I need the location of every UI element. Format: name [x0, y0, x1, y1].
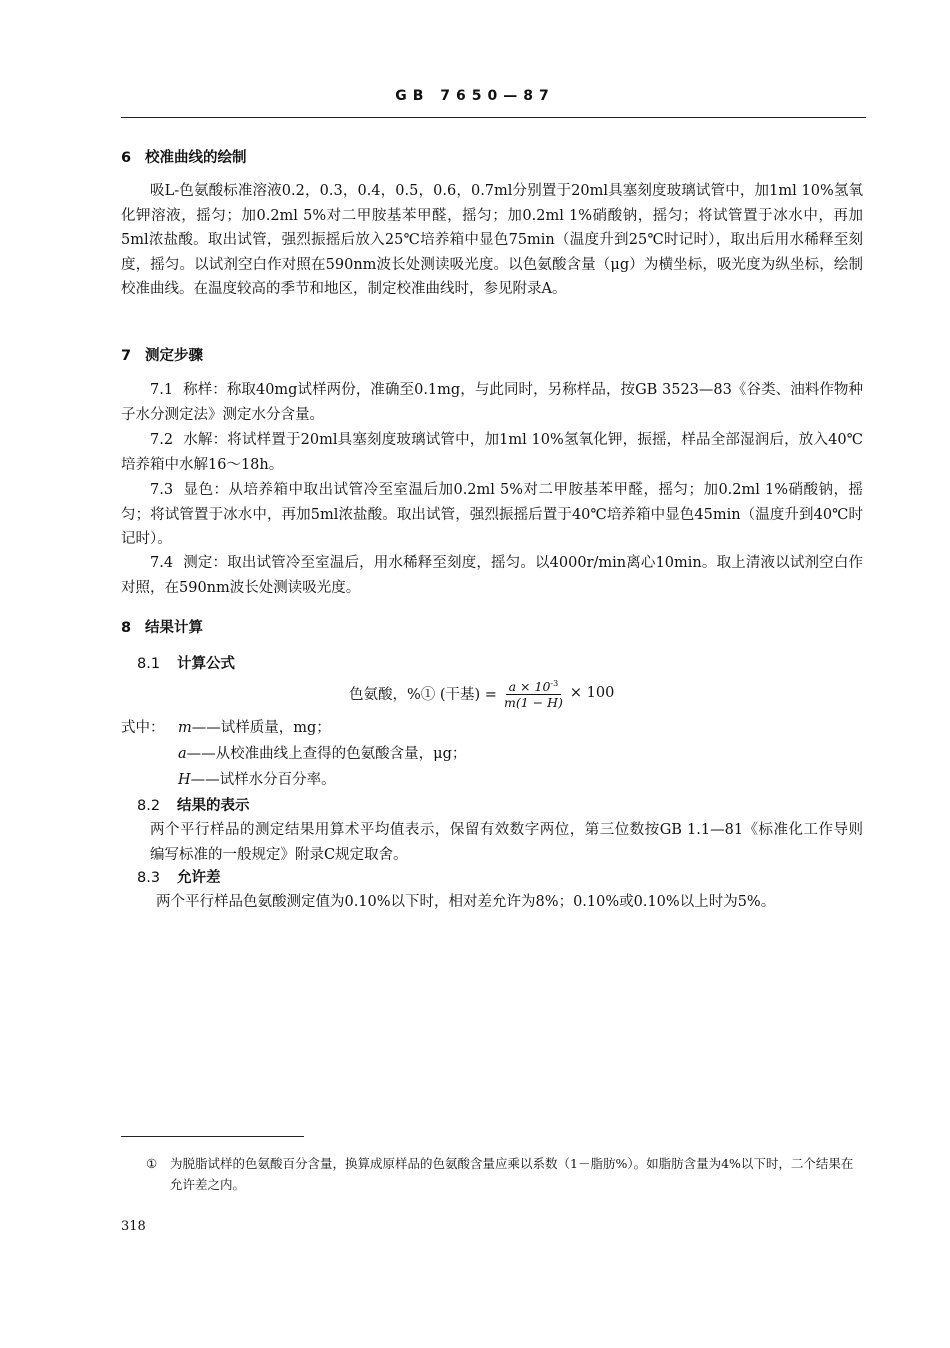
formula-lhs: 色氨酸，%① (干基) =: [349, 686, 497, 703]
page-number: 318: [121, 1219, 146, 1234]
section-6-title: 校准曲线的绘制: [145, 150, 247, 166]
section-8-heading: [121, 616, 203, 637]
formula-fraction: [501, 677, 566, 709]
section-7-title: 测定步骤: [145, 348, 203, 364]
formula-numerator: $a \times 10^{-3}$: [506, 677, 562, 695]
step-text: 水解：将试样置于20ml具塞刻度玻璃试管中，加1ml 10%氢氧化钾，振摇，样品全部湿润后，放入40℃培养箱中水解16～18h。: [121, 432, 863, 473]
formula-exponent: -3: [550, 679, 559, 688]
footnote-text: 为脱脂试样的色氨酸百分含量，换算成原样品的色氨酸含量应乘以系数（1－脂肪%）。如脂肪含量为4%以下时，二个结果在允许差之内。: [170, 1156, 854, 1192]
step-number: 7.3: [150, 482, 174, 498]
tryptophan-formula: [349, 677, 614, 709]
section-6-number: 6: [121, 150, 132, 166]
definition-m: m——试样质量，mg；: [178, 720, 331, 736]
where-label: 式中：: [121, 720, 165, 736]
step-7-3: [121, 478, 863, 552]
tolerance-paragraph: 两个平行样品色氨酸测定值为0.10%以下时，相对差允许为8%；0.10%或0.10%以上时为5%。: [156, 894, 776, 910]
subsection-8-2-heading: [137, 794, 250, 815]
subsection-number: 8.2: [137, 798, 161, 814]
step-number: 7.4: [150, 555, 174, 571]
step-text: 称样：称取40mg试样两份，准确至0.1mg，与此同时，另称样品，按GB 3523—83《谷类、油料作物种子水分测定法》测定水分含量。: [121, 382, 863, 423]
section-7-heading: [121, 344, 203, 365]
step-text: 显色：从培养箱中取出试管冷至室温后加0.2ml 5%对二甲胺基苯甲醛，摇匀；加0.2ml 1%硝酸钠，摇匀；将试管置于冰水中，再加5ml浓盐酸。取出试管，强烈振摇后置于40℃培养箱中显色45min（温度升到40℃时记时）。: [121, 482, 863, 547]
formula-tail: × 100: [569, 685, 615, 702]
step-text: 测定：取出试管冷至室温后，用水稀释至刻度，摇匀。以4000r/min离心10min。取上清液以试剂空白作对照，在590nm波长处测读吸光度。: [121, 555, 863, 596]
step-number: 7.2: [150, 432, 174, 448]
step-number: 7.1: [150, 382, 174, 398]
result-expression-paragraph: 两个平行样品的测定结果用算术平均值表示，保留有效数字两位，第三位数按GB 1.1—81《标准化工作导则 编写标准的一般规定》附录C规定取舍。: [150, 822, 878, 863]
subsection-8-3-heading: [137, 866, 221, 887]
step-7-2: [121, 428, 863, 477]
subsection-title: 计算公式: [177, 656, 235, 672]
page-header-title: GB 7650—87: [395, 88, 555, 104]
subsection-title: 允许差: [177, 870, 221, 886]
section-6-paragraph: 吸L-色氨酸标准溶液0.2，0.3，0.4，0.5，0.6，0.7ml分别置于20ml具塞刻度玻璃试管中，加1ml 10%氢氧化钾溶液，摇匀；加0.2ml 5%对二甲胺基苯甲醛，摇匀；加0.2ml 1%硝酸钠，摇匀；将试管置于冰水中，再加5ml浓盐酸。取出试管，强烈振摇后放入25℃培养箱中显色75min（温度升到25℃时记时），取出后用水稀释至刻度，摇匀。以试剂空白作对照在590nm波长处测读吸光度。以色氨酸含量（μg）为横坐标，吸光度为纵坐标，绘制校准曲线。在温度较高的季节和地区，制定校准曲线时，参见附录A。: [121, 183, 863, 297]
section-8-title: 结果计算: [145, 620, 203, 636]
step-7-4: [121, 551, 863, 600]
header-rule: [121, 117, 866, 118]
subsection-number: 8.1: [137, 656, 161, 672]
subsection-title: 结果的表示: [177, 798, 250, 814]
subsection-8-1-heading: [137, 652, 235, 673]
step-7-1: [121, 378, 863, 427]
section-6-heading: [121, 146, 247, 167]
footnote-mark: ①: [146, 1156, 158, 1171]
section-8-number: 8: [121, 620, 132, 636]
footnote-rule: [121, 1136, 304, 1137]
definition-a: a——从校准曲线上查得的色氨酸含量，μg；: [178, 746, 467, 762]
definition-h: H——试样水分百分率。: [178, 772, 336, 788]
subsection-number: 8.3: [137, 870, 161, 886]
section-7-number: 7: [121, 348, 132, 364]
footnote: [146, 1153, 864, 1195]
formula-denominator: m(1 − H): [503, 695, 563, 711]
